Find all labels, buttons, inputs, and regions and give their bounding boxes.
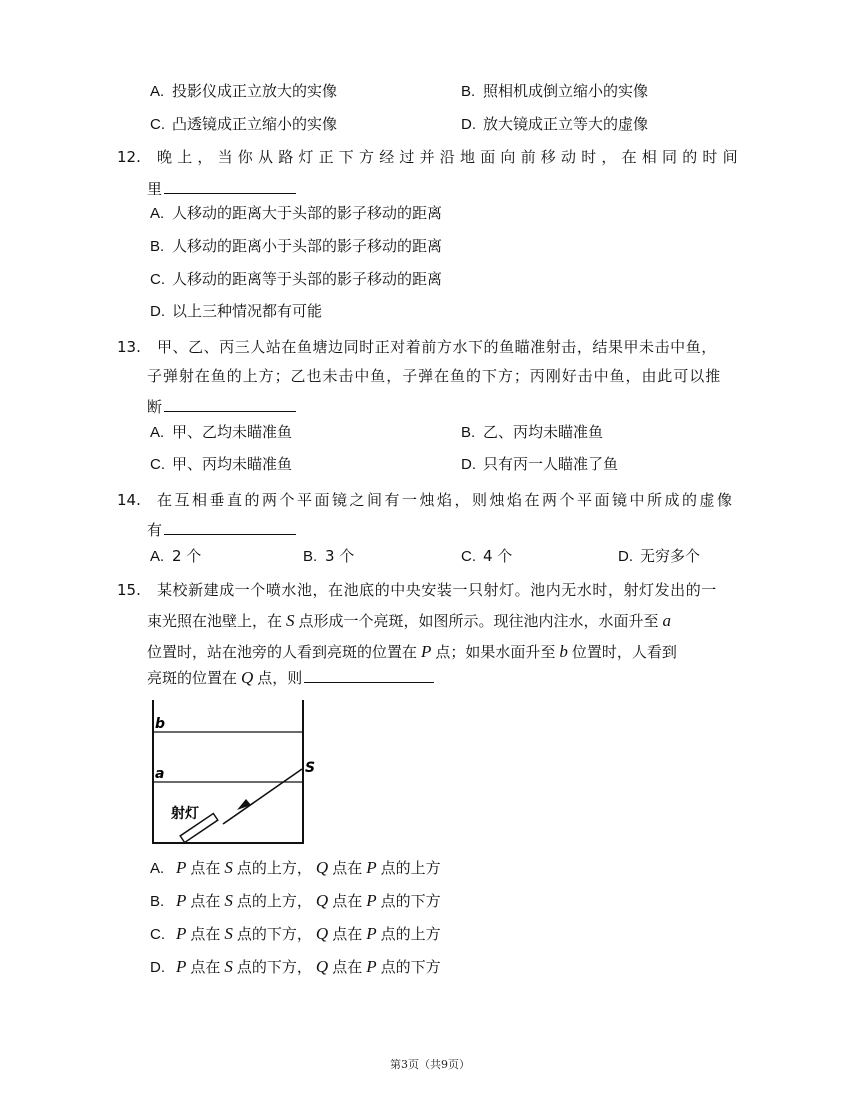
label-S: S: [305, 760, 315, 776]
q12-stem-line2: 里: [147, 177, 296, 200]
q13-option-a: A. 甲、乙均未瞄准鱼: [150, 423, 293, 441]
q13-number: 13.: [117, 338, 141, 356]
q15-number: 15.: [117, 581, 141, 599]
q15-stem-line1: 某校新建成一个喷水池，在池底的中央安装一只射灯。池内无水时，射灯发出的一: [157, 581, 717, 599]
label-lamp: 射灯: [171, 806, 199, 822]
q14-option-c: C. 4 个: [461, 547, 513, 565]
q14-stem-line1: 在互相垂直的两个平面镜之间有一烛焰，则烛焰在两个平面镜中所成的虚像: [157, 491, 735, 509]
q11-option-a: A. 投影仪成正立放大的实像: [150, 82, 338, 100]
q11-option-b: B. 照相机成倒立缩小的实像: [461, 82, 649, 100]
q13-option-d: D. 只有丙一人瞄准了鱼: [461, 455, 619, 473]
q15-option-b: B. P 点在 S 点的上方， Q 点在 P 点的下方: [150, 891, 441, 910]
q12-option-d: D. 以上三种情况都有可能: [150, 302, 323, 320]
q13-option-c: C. 甲、丙均未瞄准鱼: [150, 455, 293, 473]
q12-option-c: C. 人移动的距离等于头部的影子移动的距离: [150, 270, 443, 288]
q13-stem-line3: 断: [147, 395, 296, 418]
q15-stem-line4: 亮斑的位置在 Q 点，则: [147, 666, 434, 689]
q12-stem-line1: 晚上，当你从路灯正下方经过并沿地面向前移动时，在相同的时间: [157, 148, 743, 166]
q13-option-b: B. 乙、丙均未瞄准鱼: [461, 423, 604, 441]
label-b: b: [155, 716, 166, 732]
q13-stem-line2: 子弹射在鱼的上方；乙也未击中鱼，子弹在鱼的下方；丙刚好击中鱼，由此可以推: [147, 367, 722, 385]
light-ray-arrowhead: [237, 799, 251, 810]
q11-option-c: C. 凸透镜成正立缩小的实像: [150, 115, 338, 133]
q15-answer-blank[interactable]: [304, 666, 434, 683]
q14-stem-line2: 有: [147, 518, 296, 541]
q15-stem-line2: 束光照在池壁上，在 S 点形成一个亮斑，如图所示。现往池内注水，水面升至 a: [147, 611, 672, 630]
q15-pool-diagram: [145, 698, 315, 846]
q14-number: 14.: [117, 491, 141, 509]
q15-stem-line3: 位置时，站在池旁的人看到亮斑的位置在 P 点；如果水面升至 b 位置时，人看到: [147, 642, 677, 661]
q14-option-d: D. 无穷多个: [618, 547, 701, 565]
q15-option-d: D. P 点在 S 点的下方， Q 点在 P 点的下方: [150, 957, 441, 976]
q13-answer-blank[interactable]: [164, 395, 296, 412]
page-footer: 第3页（共9页）: [390, 1058, 470, 1071]
q14-option-b: B. 3 个: [303, 547, 355, 565]
q13-stem-line1: 甲、乙、丙三人站在鱼塘边同时正对着前方水下的鱼瞄准射击，结果甲未击中鱼，: [157, 338, 717, 356]
label-a: a: [155, 766, 165, 782]
q12-option-b: B. 人移动的距离小于头部的影子移动的距离: [150, 237, 443, 255]
q14-option-a: A. 2 个: [150, 547, 202, 565]
q12-number: 12.: [117, 148, 141, 166]
q12-option-a: A. 人移动的距离大于头部的影子移动的距离: [150, 204, 443, 222]
light-ray: [223, 769, 302, 824]
q14-answer-blank[interactable]: [164, 518, 296, 535]
q11-option-d: D. 放大镜成正立等大的虚像: [461, 115, 649, 133]
q15-option-a: A. P 点在 S 点的上方， Q 点在 P 点的上方: [150, 858, 441, 877]
q12-answer-blank[interactable]: [164, 177, 296, 194]
q15-option-c: C. P 点在 S 点的下方， Q 点在 P 点的上方: [150, 924, 441, 943]
